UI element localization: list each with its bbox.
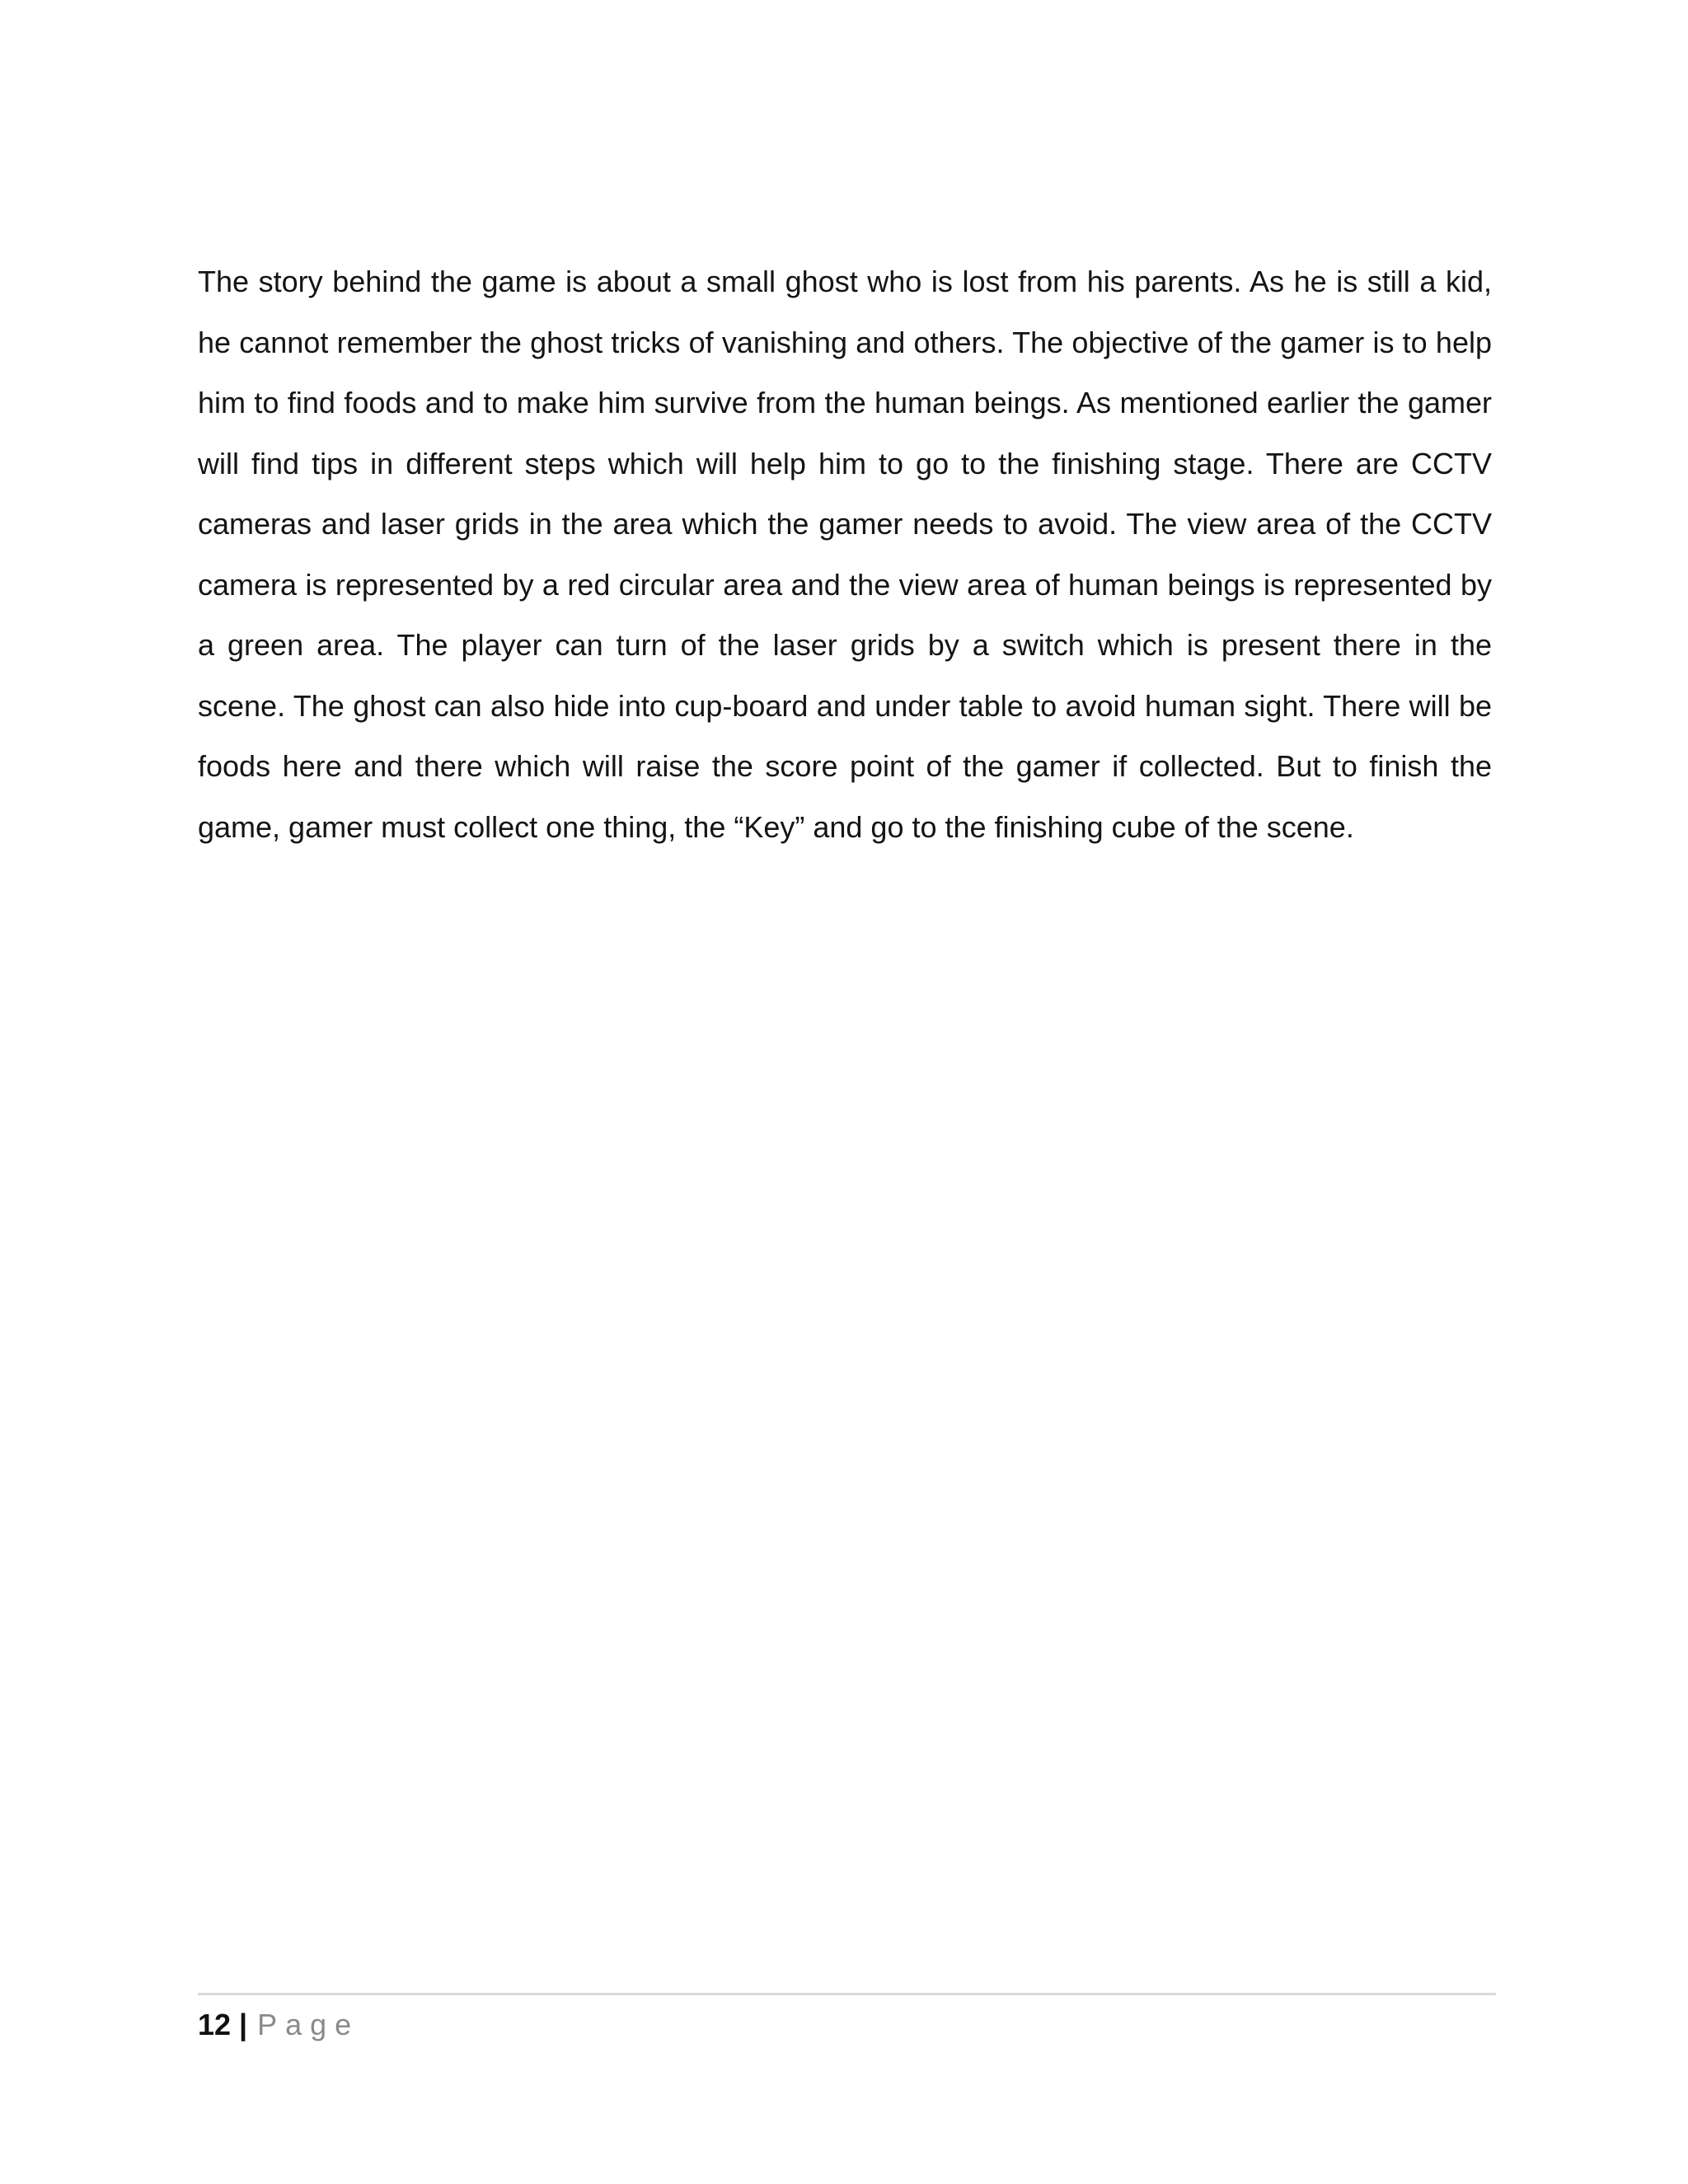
- footer-separator: |: [239, 2008, 248, 2041]
- footer-page-indicator: [198, 2007, 1496, 2043]
- body-paragraph: The story behind the game is about a small ghost who is lost from his parents. As he is still a kid, he cannot remember the ghost tricks of vanishing and others. The objective of the gamer is to help him to find foods and to make him survive from the human beings. As mentioned earlier the gamer will find tips in different steps which will help him to go to the finishing stage. There are CCTV cameras and laser grids in the area which the gamer needs to avoid. The view area of the CCTV camera is represented by a red circular area and the view area of human beings is represented by a green area. The player can turn of the laser grids by a switch which is present there in the scene. The ghost can also hide into cup-board and under table to avoid human sight. There will be foods here and there which will raise the score point of the gamer if collected. But to finish the game, gamer must collect one thing, the “Key” and go to the finishing cube of the scene.: [198, 265, 1492, 844]
- footer-divider: [198, 1993, 1496, 1995]
- page-number: 12: [198, 2008, 232, 2041]
- page-footer: [198, 1993, 1496, 2043]
- page-label: Page: [257, 2008, 360, 2041]
